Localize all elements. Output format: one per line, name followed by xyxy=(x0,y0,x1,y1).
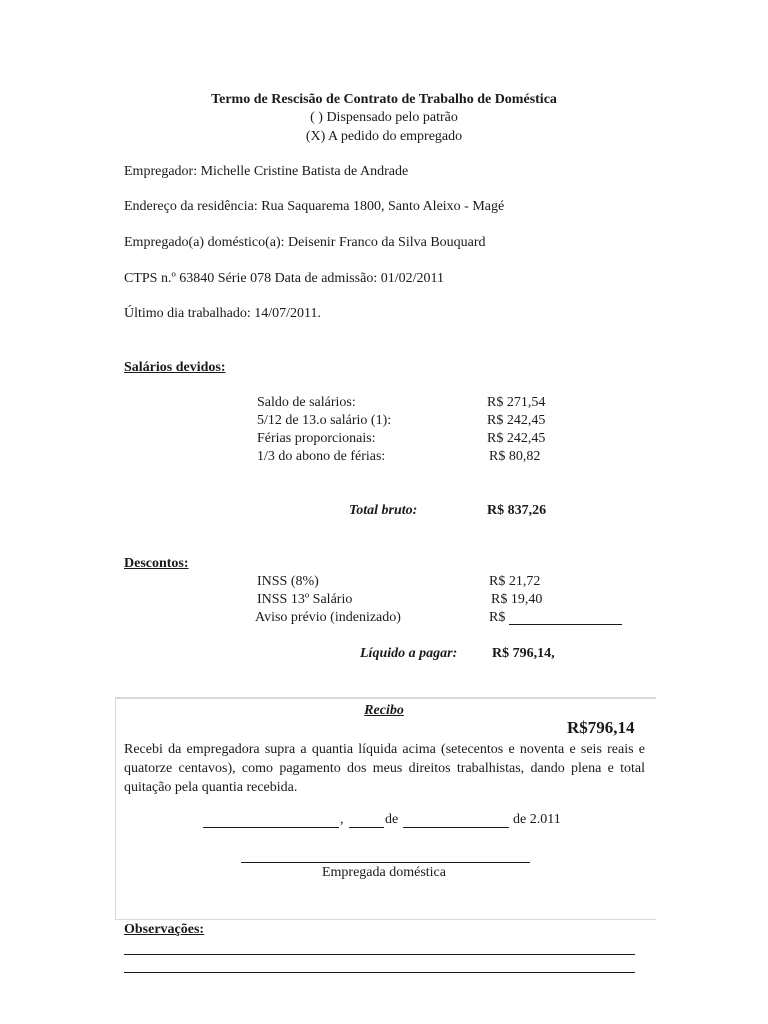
salarios-heading: Salários devidos: xyxy=(124,360,226,375)
salario-item-label: 1/3 do abono de férias: xyxy=(257,449,386,464)
liquido-value: R$ 796,14, xyxy=(492,646,555,661)
salario-item-label: 5/12 de 13.o salário (1): xyxy=(257,413,392,428)
salario-item-value: R$ 242,45 xyxy=(487,431,546,446)
recibo-text: Recebi da empregadora supra a quantia líquida acima (setecentos e noventa e seis reais e quatorze centavos), como pagamento dos meus direitos trabalhistas, dando plena e total quitação pela quantia recebida. xyxy=(124,742,645,795)
desconto-item-value: R$ 21,72 xyxy=(489,574,541,589)
salario-item-value: R$ 80,82 xyxy=(489,449,541,464)
empregado-line: Empregado(a) doméstico(a): Deisenir Franco da Silva Bouquard xyxy=(124,235,486,250)
signature-line xyxy=(241,862,530,863)
signature-label: Empregada doméstica xyxy=(321,865,446,880)
observacoes-heading: Observações: xyxy=(124,922,205,937)
aviso-previo-blank-line xyxy=(509,624,622,625)
total-bruto-label: Total bruto: xyxy=(349,503,418,518)
observacoes-line-2 xyxy=(124,972,635,973)
desconto-item-label: Aviso prévio (indenizado) xyxy=(255,610,401,625)
liquido-label: Líquido a pagar: xyxy=(360,646,458,661)
desconto-item-value: R$ 19,40 xyxy=(491,592,543,607)
ultimo-dia-line: Último dia trabalhado: 14/07/2011. xyxy=(124,306,322,321)
desconto-item-label: INSS (8%) xyxy=(257,574,319,589)
ctps-line: CTPS n.º 63840 Série 078 Data de admissão: 01/02/2011 xyxy=(124,271,444,286)
descontos-heading: Descontos: xyxy=(124,556,189,571)
desconto-item-value: R$ xyxy=(489,610,506,625)
date-month-blank-line xyxy=(403,827,509,828)
recibo-amount: R$796,14 xyxy=(567,718,635,737)
endereco-line: Endereço da residência: Rua Saquarema 1800, Santo Aleixo - Magé xyxy=(124,199,505,214)
document-title: Termo de Rescisão de Contrato de Trabalho de Doméstica xyxy=(211,92,557,107)
option-dispensado: ( ) Dispensado pelo patrão xyxy=(310,110,458,125)
salario-item-value: R$ 242,45 xyxy=(487,413,546,428)
date-day-blank-line xyxy=(349,827,384,828)
salario-item-label: Férias proporcionais: xyxy=(257,431,376,446)
salario-item-value: R$ 271,54 xyxy=(487,395,546,410)
option-a-pedido: (X) A pedido do empregado xyxy=(305,129,463,144)
total-bruto-value: R$ 837,26 xyxy=(487,503,547,518)
desconto-item-label: INSS 13º Salário xyxy=(257,592,353,607)
date-comma: , xyxy=(340,812,344,827)
observacoes-line-1 xyxy=(124,954,635,955)
empregador-line: Empregador: Michelle Cristine Batista de Andrade xyxy=(124,164,409,179)
salario-item-label: Saldo de salários: xyxy=(257,395,356,410)
date-de-1: de xyxy=(385,812,399,827)
date-de-2: de 2.011 xyxy=(513,812,561,827)
date-place-blank-line xyxy=(203,827,339,828)
recibo-heading: Recibo xyxy=(364,703,404,718)
